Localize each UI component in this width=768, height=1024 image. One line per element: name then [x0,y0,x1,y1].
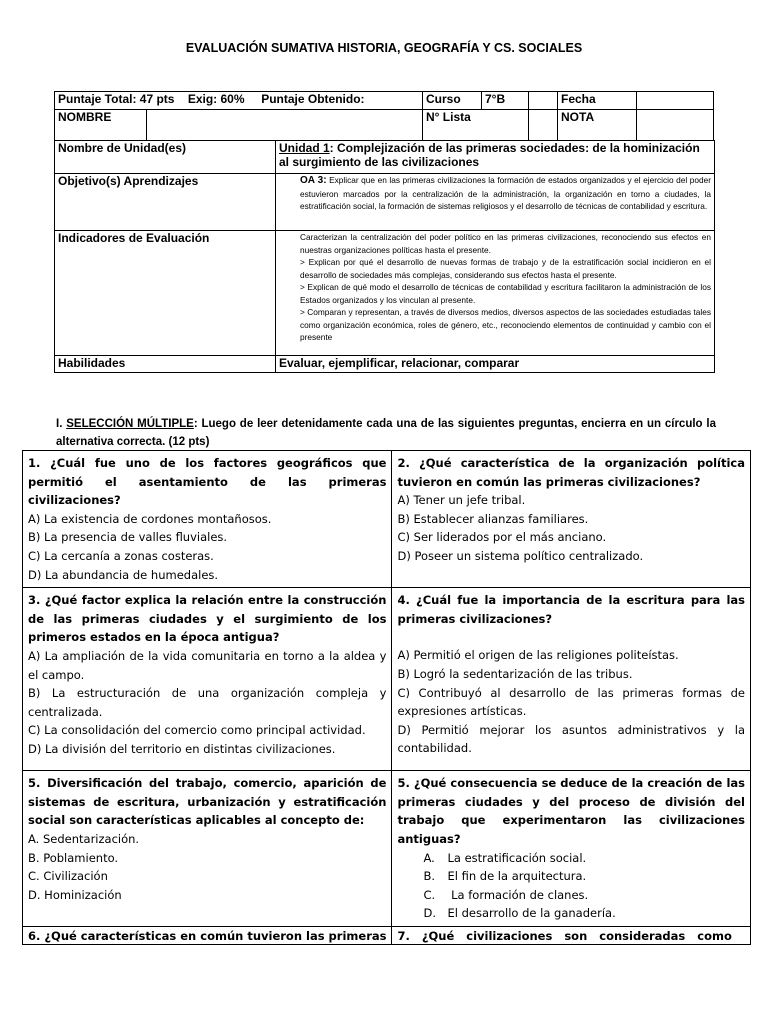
objetivo-value: OA 3: Explicar que en las primeras civilizaciones la formación de estados organizados y el ejercicio del poder estuvieron marcados por la centralización de la administración, la organización en torno a ciudades, la estratificación social, la formación de sistemas religiosos y el desarrollo de técnicas de contabilidad y escritura. [276,174,715,231]
question-5a [23,771,392,927]
nota-label: NOTA [558,110,637,141]
question-4 [392,588,751,771]
lista-label: N° Lista [423,110,529,141]
curso-label: Curso [423,92,482,110]
habilidades-value: Evaluar, ejemplificar, relacionar, comparar [276,356,715,373]
indicador-3: > Explican de qué modo el desarrollo de técnicas de contabilidad y escritura facilitaron la administración de los Estados organizados y los vinculan al presente. [300,282,711,305]
score-info-cell [55,92,423,110]
option[interactable]: D. Hominización [28,887,122,902]
option[interactable]: C) Ser liderados por el más anciano. [397,530,607,545]
question-text: 5. ¿Qué consecuencia se deduce de la creación de las primeras ciudades y del proceso de división del trabajo que experimentaron las civilizaciones antiguas? [397,776,745,846]
exigencia: Exig: 60% [187,92,245,106]
option[interactable]: D) La división del territorio en distintas civilizaciones. [28,741,336,756]
indicadores-label: Indicadores de Evaluación [55,231,276,356]
question-2 [392,451,751,588]
unit-info-table [54,140,715,373]
question-text: 6. ¿Qué características en común tuvieron las primeras [28,928,387,943]
option[interactable]: B) La estructuración de una organización compleja y centralizada. [28,686,387,719]
option[interactable]: A) Permitió el origen de las religiones politeístas. [397,648,679,663]
question-text: 3. ¿Qué factor explica la relación entre la construcción de las primeras ciudades y el surgimiento de los primeros estados en la época antigua? [28,593,387,645]
puntaje-total: Puntaje Total: 47 pts [58,92,175,106]
student-header-table [54,91,714,141]
question-text: 2. ¿Qué característica de la organización política tuvieron en común las primeras civilizaciones? [397,456,745,489]
question-6 [23,926,392,944]
option[interactable]: A) La existencia de cordones montañosos. [28,511,272,526]
question-5b [392,771,751,927]
option[interactable]: B) Establecer alianzas familiares. [397,511,589,526]
habilidades-label: Habilidades [55,356,276,373]
section-heading: I. SELECCIÓN MÚLTIPLE: Luego de leer detenidamente cada una de las siguientes preguntas, encierra en un círculo la alternativa correcta. (12 pts) [56,418,716,448]
nombre-label: NOMBRE [55,110,147,141]
nombre-field[interactable] [147,110,423,141]
question-text: 7. ¿Qué civilizaciones son consideradas como [397,928,732,943]
puntaje-obtenido: Puntaje Obtenido: [261,92,365,106]
nota-field[interactable] [637,110,714,141]
lista-field[interactable] [529,110,558,141]
fecha-field[interactable] [637,92,714,110]
question-text: 1. ¿Cuál fue uno de los factores geográficos que permitió el asentamiento de las primeras civilizaciones? [28,456,387,508]
curso-value: 7°B [482,92,529,110]
section-name: SELECCIÓN MÚLTIPLE [66,418,194,430]
option[interactable]: D) La abundancia de humedales. [28,567,219,582]
question-text: 4. ¿Cuál fue la importancia de la escritura para las primeras civilizaciones? [397,593,745,626]
option[interactable]: A) Tener un jefe tribal. [397,493,526,508]
question-3 [23,588,392,771]
question-7 [392,926,751,944]
unidad-label: Nombre de Unidad(es) [55,141,276,174]
question-text: 5. Diversificación del trabajo, comercio, aparición de sistemas de escritura, urbanización y estratificación social son características aplicables al concepto de: [28,776,387,828]
indicador-4: > Comparan y representan, a través de diversos medios, diversos aspectos de las sociedades estudiadas tales como organización económica, roles de género, etc., reconociendo elementos de continuidad y cambio con el presente [300,307,711,342]
indicador-1: Caracterizan la centralización del poder político en las primeras civilizaciones, reconociendo sus efectos en nuestras organizaciones políticas hasta el presente. [300,232,711,255]
option[interactable]: A. Sedentarización. [28,831,140,846]
option[interactable]: C) La cercanía a zonas costeras. [28,548,214,563]
fecha-label: Fecha [558,92,637,110]
option[interactable]: D) Permitió mejorar los asuntos administrativos y la contabilidad. [397,722,745,756]
indicador-2: > Explican por qué el desarrollo de nuevas formas de trabajo y de la estratificación social incidieron en el desarrollo de sociedades más complejas, considerando sus efectos hasta el presente. [300,257,711,280]
option[interactable]: B. Poblamiento. [28,850,119,865]
option[interactable]: D) Poseer un sistema político centralizado. [397,548,644,563]
question-1 [23,451,392,588]
option[interactable]: B) La presencia de valles fluviales. [28,530,228,545]
option[interactable]: A) La ampliación de la vida comunitaria en torno a la aldea y el campo. [28,648,387,682]
unidad-value: Unidad 1: Complejización de las primeras sociedades: de la hominización al surgimiento de las civilizaciones [276,141,715,174]
option[interactable]: C) Contribuyó al desarrollo de las primeras formas de expresiones artísticas. [397,685,745,719]
questions-table [22,450,751,945]
option[interactable]: B. El fin de la arquitectura. [423,869,587,884]
indicadores-value [276,231,715,356]
option[interactable]: C. La formación de clanes. [423,887,589,902]
option[interactable]: B) Logró la sedentarización de las tribus. [397,666,633,681]
objetivo-label: Objetivo(s) Aprendizajes [55,174,276,231]
option[interactable]: D. El desarrollo de la ganadería. [423,906,616,921]
option[interactable]: C) La consolidación del comercio como principal actividad. [28,723,366,738]
option[interactable]: C. Civilización [28,869,108,884]
option[interactable]: A. La estratificación social. [423,850,587,865]
exam-title: EVALUACIÓN SUMATIVA HISTORIA, GEOGRAFÍA Y CS. SOCIALES [185,41,583,55]
